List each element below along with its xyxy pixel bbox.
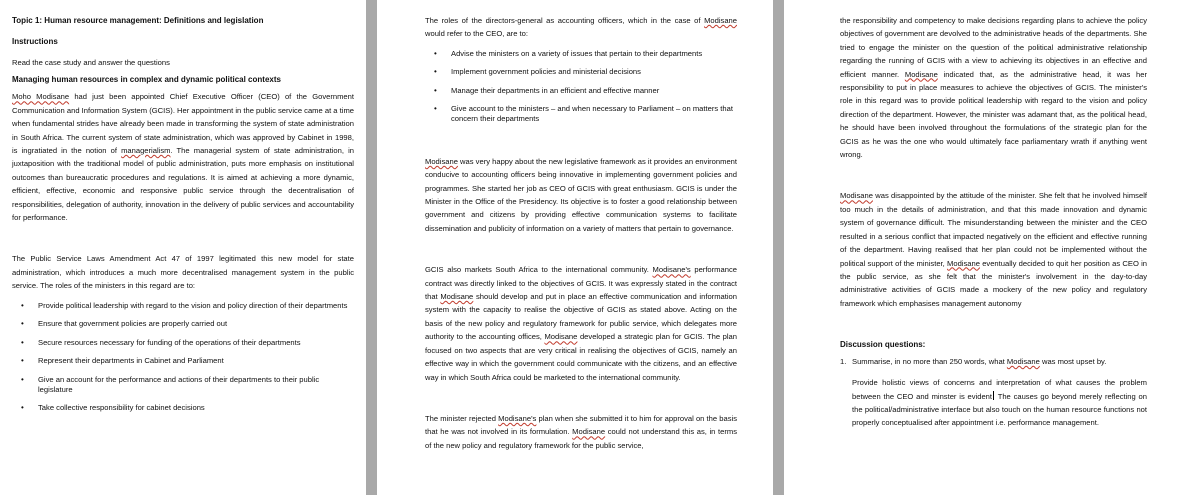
section-heading: Managing human resources in complex and dynamic political contexts	[12, 75, 281, 85]
paragraph: The minister rejected Modisane's plan when she submitted it to him for approval on the basis that he was not involved in its formulation. Modisane could not understand this as, in terms of the new policy and regulatory framework for the public service,	[425, 413, 737, 450]
list-item: • Manage their departments in an efficient and effective manner	[425, 86, 737, 96]
list-item: • Secure resources necessary for funding of the operations of their departments	[12, 338, 354, 348]
spellcheck-word[interactable]: Modisane	[440, 292, 474, 302]
topic-title: Topic 1: Human resource management: Definitions and legislation	[12, 16, 264, 25]
text-cursor	[993, 391, 994, 400]
paragraph: Modisane was very happy about the new legislative framework as it provides an environment conducive to accounting officers being innovative in implementing government policies and programmes. She started her job as CEO of GCIS with great enthusiasm. GCIS is under the Minister in the Office of the Presidency. Its objective is to foster a good relationship between government and citizens by providing effective communication systems to facilitate dissemination and publicity of information on a variety of matters that pertain to governance.	[425, 156, 737, 233]
list-item: • Implement government policies and ministerial decisions	[425, 67, 737, 77]
spellcheck-word[interactable]: Modisane's	[652, 265, 691, 275]
spellcheck-word[interactable]: Modisane	[544, 332, 578, 342]
document-page-2[interactable]	[377, 0, 773, 495]
paragraph: Modisane was disappointed by the attitude of the minister. She felt that he involved himself too much in the details of administration, and that this made innovation and dynamic system of governance difficult. The misunderstanding between the minister and the CEO resulted in a serious conflict that impacted negatively on the efficient and effective running of the department. Having realised that her plan could not be implemented without the political support of the minister, Modisane eventually decided to quit her position as CEO in the public service, as she felt that the minister's involvement in the day-to-day administrative activities of GCIS made a mockery of the new policy and regulatory framework which emphasises management autonomy	[840, 191, 1147, 308]
discussion-questions-heading: Discussion questions:	[840, 340, 926, 350]
bullet-list	[12, 301, 354, 414]
list-item: • Give account to the ministers – and when necessary to Parliament – on matters that concern their departments	[425, 104, 737, 124]
paragraph: The roles of the directors-general as accounting officers, which in the case of Modisane would refer to the CEO, are to:	[425, 16, 737, 39]
list-item: • Ensure that government policies are properly carried out	[12, 319, 354, 329]
paragraph: Moho Modisane had just been appointed Chief Executive Officer (CEO) of the Government Communication and Information System (GCIS). Her appointment in the public service came at a time when fundamental strides have already been made in transforming the system of state administration in South Africa. The current system of state administration, which was approved by Cabinet in 1998, is ingratiated in the notion of managerialism. The managerial system of state administration, in juxtaposition with the traditional model of public administration, puts more emphasis on institutional outcomes than bureaucratic procedures and regulations. It is aimed at achieving a more dynamic, efficient, effective, economic and responsive public service through the decentralisation of responsibilities, delegation of authority, innovation in the delivery of public services and accountability for performance.	[12, 92, 354, 223]
paragraph: GCIS also markets South Africa to the international community. Modisane's performance contract was directly linked to the objectives of GCIS. It was expressly stated in the contract that Modisane should develop and put in place an effective communication and information system with the capacity to realise the objective of GCIS as stated above. Acting on the basis of the new policy and regulatory framework for public service, which delegates more authority to the accounting offices, Modisane developed a strategic plan for GCIS. The plan focused on two aspects that are very critical in realising the objectives of GCIS, namely an effective way in which the government could communicate with the citizens, and an effective way in which South Africa could be marketed to the international community.	[425, 265, 738, 382]
list-item: • Represent their departments in Cabinet and Parliament	[12, 356, 354, 366]
list-item: • Provide political leadership with regard to the vision and policy direction of their departments	[12, 301, 354, 311]
spellcheck-word[interactable]: Modisane	[904, 69, 938, 79]
list-item: • Advise the ministers on a variety of issues that pertain to their departments	[425, 49, 737, 59]
answer-text[interactable]: Provide holistic views of concerns and interpretation of what causes the problem between the CEO and minster is evident The causes go beyond merely reflecting on the political/administrative interface but also touch on the human resource functions not properly conceptualised after appointment i.e. performance management.	[852, 378, 1147, 428]
spellcheck-word[interactable]: managerialism	[121, 146, 171, 156]
document-page-1[interactable]	[0, 0, 366, 495]
list-item: • Give an account for the performance and actions of their departments to their public legislature	[12, 375, 354, 395]
list-item: • Take collective responsibility for cabinet decisions	[12, 403, 354, 413]
instructions-heading: Instructions	[12, 37, 58, 46]
spellcheck-word[interactable]: Modisane	[1006, 357, 1040, 367]
paragraph: the responsibility and competency to make decisions regarding plans to achieve the policy objectives of government are devolved to the administrative heads of the departments. She tried to engage the minister on the question of the political administrative relationship regarding the running of GCIS with a view to achieving its objectives in an effective and efficient manner. Modisane indicated that, as the administrative head, it was her responsibility to put in place measures to achieve the objectives of GCIS. The minister's role in this regard was to provide political leadership with regard to the vision and policy direction of the department. However, the minister was adamant that, as the political head, he should have been involved throughout the formulations of the strategic plan for the GCIS as he was the one who would ultimately face parliamentary wrath if anything went wrong.	[840, 16, 1147, 160]
spellcheck-word[interactable]: Moho Modisane	[12, 92, 70, 102]
question-item: 1. Summarise, in no more than 250 words, what Modisane was most upset by.	[840, 355, 1147, 368]
spellcheck-word[interactable]: Modisane	[425, 156, 458, 166]
instructions-text: Read the case study and answer the questions	[12, 58, 170, 67]
spellcheck-word[interactable]: Modisane	[947, 258, 980, 268]
document-page-3[interactable]	[784, 0, 1177, 495]
spellcheck-word[interactable]: Modisane	[704, 16, 737, 25]
bullet-list	[425, 49, 737, 125]
spellcheck-word[interactable]: Modisane	[840, 191, 873, 201]
spellcheck-word[interactable]: Modisane	[572, 427, 606, 437]
paragraph: The Public Service Laws Amendment Act 47 of 1997 legitimated this new model for state administration, which introduces a much more decentralised management system in the public service. The roles of the ministers in this regard are to:	[12, 254, 354, 291]
question-number: 1.	[840, 357, 847, 367]
spellcheck-word[interactable]: Modisane's	[498, 413, 537, 423]
